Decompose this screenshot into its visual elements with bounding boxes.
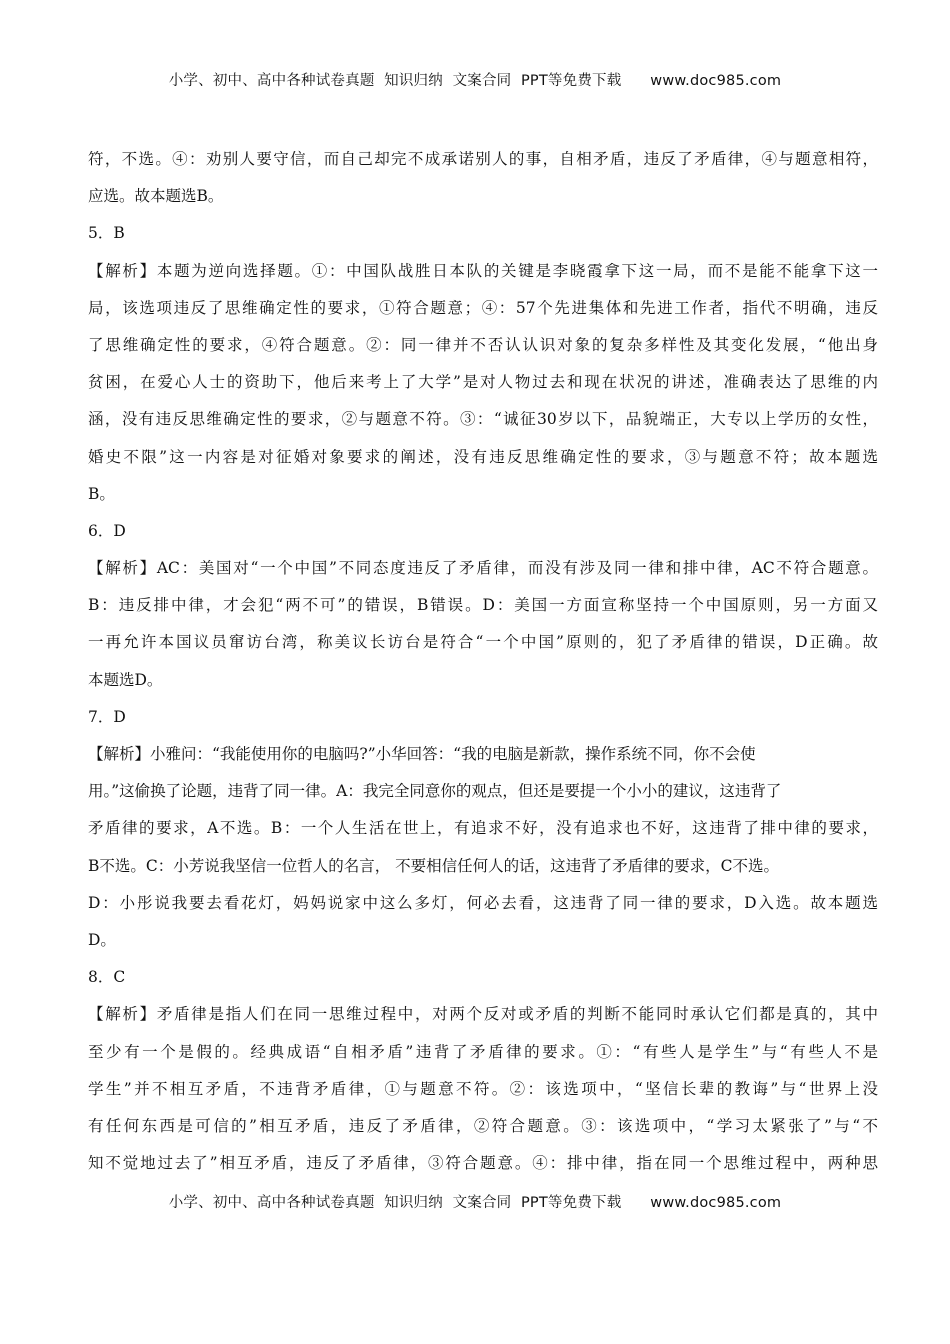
answer-analysis-body xyxy=(88,141,878,1182)
text-line: 涵，没有违反思维确定性的要求，②与题意不符。③：“诚征30岁以下，品貌端正，大专以上学历的女性， xyxy=(88,410,878,429)
text-line: 本题选D。 xyxy=(88,670,163,689)
text-line: 应选。故本题选B。 xyxy=(88,187,224,206)
text-line: 有任何东西是可信的”相互矛盾，违反了矛盾律，②符合题意。③：该选项中，“学习太紧张了”与“不 xyxy=(88,1116,878,1135)
text-line: 学生”并不相互矛盾，不违背矛盾律，①与题意不符。②：该选项中，“坚信长辈的教诲”与“世界上没 xyxy=(88,1079,878,1098)
text-line: D。 xyxy=(88,930,116,949)
text-line: 了思维确定性的要求，④符合题意。②：同一律并不否认认识对象的复杂多样性及其变化发展，“他出身 xyxy=(88,335,878,354)
text-line: 【解析】AC：美国对“一个中国”不同态度违反了矛盾律，而没有涉及同一律和排中律，AC不符合题意。 xyxy=(88,559,878,578)
text-line: 至少有一个是假的。经典成语“自相矛盾”违背了矛盾律的要求。①：“有些人是学生”与“有些人不是 xyxy=(88,1042,878,1061)
footer-banner: 小学、初中、高中各种试卷真题 知识归纳 文案合同 PPT等免费下载 www.doc985.com xyxy=(168,1195,782,1211)
text-line: 婚史不限”这一内容是对征婚对象要求的阐述，没有违反思维确定性的要求，③与题意不符；故本题选 xyxy=(88,447,878,466)
text-line: 贫困，在爱心人士的资助下，他后来考上了大学”是对人物过去和现在状况的讲述，准确表达了思维的内 xyxy=(88,373,878,392)
text-line: B。 xyxy=(88,484,115,503)
text-line: 知不觉地过去了”相互矛盾，违反了矛盾律，③符合题意。④：排中律，指在同一个思维过程中，两种思 xyxy=(88,1154,878,1173)
question-answer-heading: 6．D xyxy=(88,521,126,540)
text-line: 符，不选。④：劝别人要守信，而自己却完不成承诺别人的事，自相矛盾，违反了矛盾律，④与题意相符， xyxy=(88,150,878,168)
text-line: 矛盾律的要求，A不选。B：一个人生活在世上，有追求不好，没有追求也不好，这违背了排中律的要求， xyxy=(88,819,878,838)
question-answer-heading: 8．C xyxy=(88,968,126,987)
header-banner: 小学、初中、高中各种试卷真题 知识归纳 文案合同 PPT等免费下载 www.doc985.com xyxy=(168,73,782,89)
text-line: 【解析】小雅问：“我能使用你的电脑吗?”小华回答：“我的电脑是新款，操作系统不同，你不会使 xyxy=(88,745,756,763)
text-line: B：违反排中律，才会犯“两不可”的错误，B错误。D：美国一方面宣称坚持一个中国原则，另一方面又 xyxy=(88,596,878,615)
text-line: 【解析】本题为逆向选择题。①：中国队战胜日本队的关键是李晓霞拿下这一局，而不是能不能拿下这一 xyxy=(88,261,878,280)
text-line: D：小彤说我要去看花灯，妈妈说家中这么多灯，何必去看，这违背了同一律的要求，D入选。故本题选 xyxy=(88,893,878,912)
text-line: 【解析】矛盾律是指人们在同一思维过程中，对两个反对或矛盾的判断不能同时承认它们都是真的，其中 xyxy=(88,1005,878,1024)
question-answer-heading: 7．D xyxy=(88,707,126,726)
text-line: 一再允许本国议员窜访台湾，称美议长访台是符合“一个中国”原则的，犯了矛盾律的错误，D正确。故 xyxy=(88,633,878,652)
question-answer-heading: 5．B xyxy=(88,224,125,243)
text-line: B不选。C：小芳说我坚信一位哲人的名言， 不要相信任何人的话，这违背了矛盾律的要求，C不选。 xyxy=(88,856,780,875)
text-line: 用。”这偷换了论题，违背了同一律。A：我完全同意你的观点，但还是要提一个小小的建议，这违背了 xyxy=(88,782,782,801)
text-line: 局，该选项违反了思维确定性的要求，①符合题意；④：57个先进集体和先进工作者，指代不明确，违反 xyxy=(88,298,878,317)
